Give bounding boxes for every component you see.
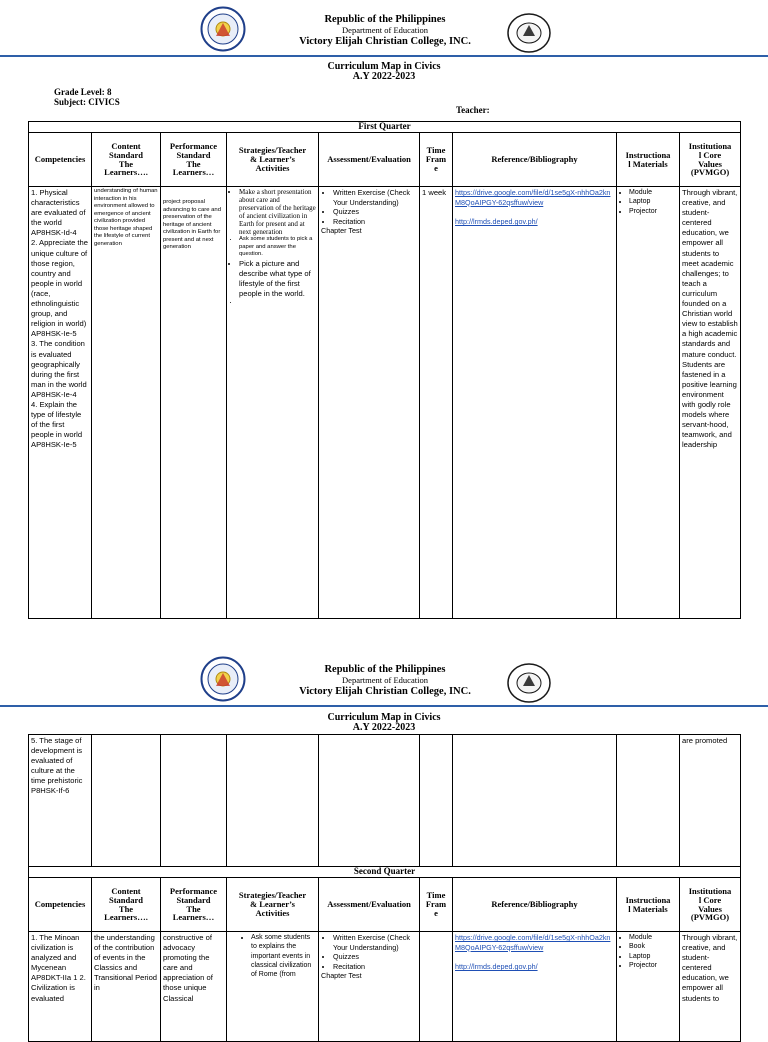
col-reference: Reference/Bibliography xyxy=(453,133,617,187)
table-row xyxy=(29,932,741,1042)
school-name: Victory Elijah Christian College, INC. xyxy=(299,36,471,47)
doc-title: Curriculum Map in Civics xyxy=(327,712,441,723)
col-performance-standard: Performance Standard The Learners… xyxy=(161,133,227,187)
col-materials: Instructiona l Materials xyxy=(617,133,680,187)
curriculum-table-q1 xyxy=(28,121,741,619)
col-competencies: Competencies xyxy=(29,133,92,187)
column-header-row xyxy=(29,878,741,932)
assessment-cell: • Written Exercise (Check Your Understanding) • Quizzes • Recitation Chapter Test xyxy=(319,187,420,619)
materials-cell: • Module • Book • Laptop • Projector xyxy=(617,932,680,1042)
republic-text: Republic of the Philippines xyxy=(324,664,446,675)
deped-seal-logo xyxy=(200,656,246,702)
time-frame-cell xyxy=(420,932,453,1042)
col-strategies: Strategies/Teacher & Learner’s Activities xyxy=(227,133,319,187)
col-time-frame: Time Fram e xyxy=(420,878,453,932)
quarter-heading: Second Quarter xyxy=(29,867,741,878)
competencies-cell: 5. The stage of development is evaluated of culture at the time prehistoric P8HSK-If-6 xyxy=(29,735,92,867)
col-reference: Reference/Bibliography xyxy=(453,878,617,932)
reference-cell xyxy=(453,932,617,1042)
reference-link-drive[interactable]: https://drive.google.com/file/d/1se5gX-nhhOa2knM8QoAIPGY-62qsffuw/view xyxy=(455,188,611,207)
grade-level: Grade Level: 8 xyxy=(54,87,112,97)
col-strategies: Strategies/Teacher & Learner’s Activities xyxy=(227,878,319,932)
core-values-cell: Through vibrant, creative, and student-centered education, we empower all students to xyxy=(680,932,741,1042)
school-seal-logo xyxy=(506,662,552,704)
curriculum-table-q2 xyxy=(28,734,741,1042)
header-rule xyxy=(0,705,768,707)
republic-text: Republic of the Philippines xyxy=(324,14,446,25)
reference-link-drive[interactable]: https://drive.google.com/file/d/1se5gX-nhhOa2knM8QoAIPGY-62qsffuw/view xyxy=(455,933,611,952)
col-materials: Instructiona l Materials xyxy=(617,878,680,932)
col-time-frame: Time Fram e xyxy=(420,133,453,187)
performance-standard-cell: project proposal advancing to care and preservation of the heritage of ancient civilization in Earth for present and at next generation xyxy=(161,187,227,619)
content-standard-cell: the understanding of the contribution of events in the Classics and Transitional Period in xyxy=(92,932,161,1042)
department-text: Department of Education xyxy=(342,25,428,35)
header-rule xyxy=(0,55,768,57)
col-core-values: Institutiona l Core Values (PVMGO) xyxy=(680,133,741,187)
strategies-cell: • Ask some students to explains the important events in classical civilization of Rome (from xyxy=(227,932,319,1042)
time-frame-cell: 1 week xyxy=(420,187,453,619)
quarter-heading: First Quarter xyxy=(29,122,741,133)
column-header-row xyxy=(29,133,741,187)
reference-cell xyxy=(453,187,617,619)
table-row xyxy=(29,187,741,619)
doc-title: Curriculum Map in Civics xyxy=(327,61,441,72)
strategies-cell: • Make a short presentation about care and preservation of the heritage of ancient civilization in Earth for present and at next generation • Ask some students to pick a paper and answer the question. • Pick a picture and describe what type of lifestyle of the first people in the world. • xyxy=(227,187,319,619)
competencies-cell: 1. The Minoan civilization is analyzed and Mycenean AP8DKT-IIa 1 2. Civilization is evaluated xyxy=(29,932,92,1042)
col-assessment: Assessment/Evaluation xyxy=(319,133,420,187)
core-values-cell: Through vibrant, creative, and student-centered education, we empower all students to meet academic challenges; to teach a curriculum founded on a Christian world view to establish a high academic standards and mature conduct. Students are fastened in a positive learning environment with godly role models where servant-hood, teamwork, and leadership xyxy=(680,187,741,619)
school-name: Victory Elijah Christian College, INC. xyxy=(299,686,471,697)
core-values-cell: are promoted xyxy=(680,735,741,867)
assessment-cell: • Written Exercise (Check Your Understanding) • Quizzes • Recitation Chapter Test xyxy=(319,932,420,1042)
performance-standard-cell: constructive of advocacy promoting the care and appreciation of those unique Classical xyxy=(161,932,227,1042)
deped-seal-logo xyxy=(200,6,246,52)
col-content-standard: Content Standard The Learners…. xyxy=(92,878,161,932)
school-seal-logo xyxy=(506,12,552,54)
col-assessment: Assessment/Evaluation xyxy=(319,878,420,932)
doc-year: A.Y 2022-2023 xyxy=(352,71,416,82)
department-text: Department of Education xyxy=(342,675,428,685)
col-competencies: Competencies xyxy=(29,878,92,932)
content-standard-cell: understanding of human interaction in his environment allowed to emergence of ancient civilization provided those heritage shaped the lifestyle of current generation xyxy=(92,187,161,619)
col-content-standard: Content Standard The Learners…. xyxy=(92,133,161,187)
doc-year: A.Y 2022-2023 xyxy=(352,722,416,733)
reference-link-lrmds[interactable]: http://lrmds.deped.gov.ph/ xyxy=(455,962,538,972)
reference-link-lrmds[interactable]: http://lrmds.deped.gov.ph/ xyxy=(455,217,538,227)
competencies-cell: 1. Physical characteristics are evaluated of the world AP8HSK-Id-4 2. Appreciate the unique culture of those region, country and people in world (race, ethnolinguistic group, and religion in world) AP8HSK-Ie-5 3. The condition is evaluated geographically during the first man in the world AP8HSK-Ie-4 4. Explain the type of lifestyle of the first people in world AP8HSK-Ie-5 xyxy=(29,187,92,619)
table-row xyxy=(29,735,741,867)
subject: Subject: CIVICS xyxy=(54,97,120,107)
col-core-values: Institutiona l Core Values (PVMGO) xyxy=(680,878,741,932)
teacher-label: Teacher: xyxy=(456,105,490,115)
materials-cell: • Module • Laptop • Projector xyxy=(617,187,680,619)
col-performance-standard: Performance Standard The Learners… xyxy=(161,878,227,932)
